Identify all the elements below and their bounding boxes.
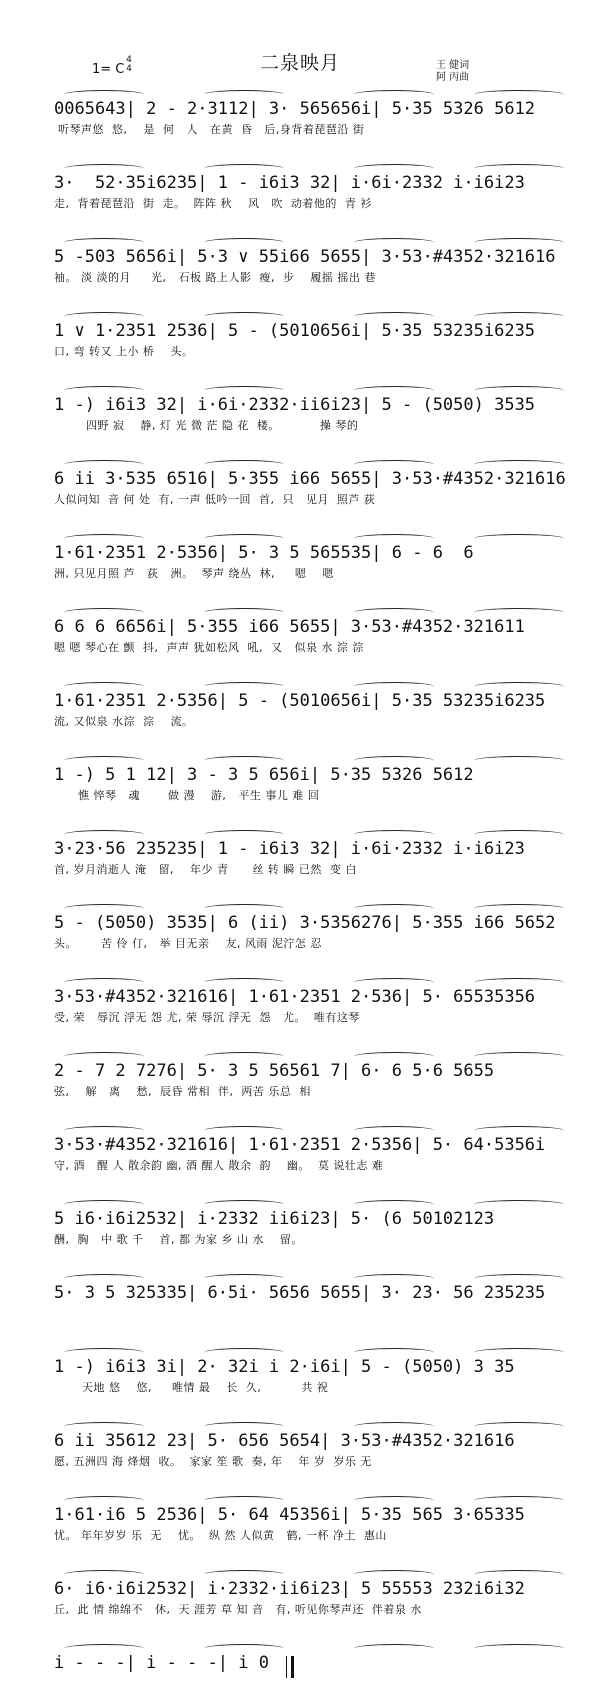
composer-credit: 阿 丙曲 <box>436 72 470 83</box>
lyrics-line: 忧。 年年岁岁 乐 无 忧。 纵 然 人似黄 鹤, 一杯 净土 惠山 <box>54 1529 387 1542</box>
time-signature-top: 4 <box>126 55 132 65</box>
score-row <box>0 448 600 520</box>
lyrics-line: 袖。 淡 淡的月 光, 石板 路上人影 瘦, 步 履摇 摇出 巷 <box>54 271 376 284</box>
lyrics-line: 受, 荣 辱沉 浮无 怨 尤, 荣 辱沉 浮无 怨 尤。 唯有这琴 <box>54 1011 360 1024</box>
lyrics-line: 走, 背着琵琶沿 街 走。 阵阵 秋 风 吹 动着他的 青 衫 <box>54 197 372 210</box>
lyrics-line: 流, 又似泉 水淙 淙 流。 <box>54 715 194 728</box>
lyrics-line: 口, 弯 转又 上小 桥 头。 <box>54 345 194 358</box>
lyrics-line: 天地 悠 悠, 唯情 最 长 久, 共 祝 <box>54 1381 329 1394</box>
notation-line: 1·61·2351 2·5356| 5 - (5010656i| 5·35 53235i6235 <box>54 691 546 711</box>
notation-line: 3·53·#4352·321616| 1·61·2351 2·5356| 5· 64·5356i <box>54 1135 546 1155</box>
time-signature <box>124 56 134 74</box>
score-row <box>0 1040 600 1112</box>
score-row <box>0 1262 600 1334</box>
score-row <box>0 818 600 890</box>
lyrics-line: 洲, 只见月照 芦 荻 洲。 琴声 绕丛 林, 嗯 嗯 <box>54 567 334 580</box>
score-row <box>0 300 600 372</box>
lyricist-credit: 王 健词 <box>436 60 470 71</box>
lyrics-line: 嗯 嗯 琴心在 颤 抖, 声声 犹如松风 吼, 又 似泉 水 淙 淙 <box>54 641 364 654</box>
lyrics-line: 人似问知 音 何 处 有, 一声 低吟一回 首, 只 见月 照芦 荻 <box>54 493 376 506</box>
notation-line: 6 ii 35612 23| 5· 656 5654| 3·53·#4352·321616 <box>54 1431 515 1451</box>
lyrics-line <box>54 1306 574 1322</box>
notation-line: 1 -) i6i3 3i| 2· 32i i 2·i6i| 5 - (5050) 3 35 <box>54 1357 515 1377</box>
notation-line: 3·53·#4352·321616| 1·61·2351 2·536| 5· 65535356 <box>54 987 536 1007</box>
notation-line: 3·23·56 235235| 1 - i6i3 32| i·6i·2332 i·i6i23 <box>54 839 525 859</box>
score-row <box>0 78 600 150</box>
lyrics-line: 听琴声悠 悠, 是 何 人 在黄 昏 后,身背着琵琶沿 街 <box>54 123 365 136</box>
notation-line: 5· 3 5 325335| 6·5i· 5656 5655| 3· 23· 56 235235 <box>54 1283 546 1303</box>
notation-line: 2 - 7 2 7276| 5· 3 5 56561 7| 6· 6 5·6 5655 <box>54 1061 495 1081</box>
notation-line: 1 -) 5 1 12| 3 - 3 5 656i| 5·35 5326 5612 <box>54 765 474 785</box>
notation-line: 6 ii 3·535 6516| 5·355 i66 5655| 3·53·#4352·321616 <box>54 469 566 489</box>
score-row <box>0 1114 600 1186</box>
lyrics-line: 守, 酒 醒 人 散余韵 幽, 酒 醒人 散余 韵 幽。 莫 说壮志 难 <box>54 1159 384 1172</box>
lyrics-line: 四野 寂 静, 灯 光 微 茫 隐 花 楼。 操 琴的 <box>54 419 359 432</box>
notation-line: 5 -503 5656i| 5·3 ∨ 55i66 5655| 3·53·#4352·321616 <box>54 247 556 267</box>
score-row <box>0 1558 600 1630</box>
score-row <box>0 1484 600 1556</box>
lyrics-line: 丘, 此 情 绵绵不 休, 天 涯芳 草 知 音 有, 听见你琴声还 伴着泉 水 <box>54 1603 422 1616</box>
score-row <box>0 522 600 594</box>
lyrics-line: 头。 苦 伶 仃, 举 目无亲 友, 风雨 泥泞怎 忍 <box>54 937 322 950</box>
score-row <box>0 670 600 742</box>
lyrics-line: 憔 悴琴 魂 做 漫 游, 平生 事儿 难 回 <box>54 789 320 802</box>
notation-line: 0065643| 2 - 2·3112| 3· 565656i| 5·35 5326 5612 <box>54 99 536 119</box>
notation-line: 5 - (5050) 3535| 6 (ii) 3·5356276| 5·355 i66 5652 <box>54 913 556 933</box>
notation-line: i - - -| i - - -| i 0 <box>54 1653 269 1673</box>
notation-line: 6 6 6 6656i| 5·355 i66 5655| 3·53·#4352·321611 <box>54 617 525 637</box>
notation-line: 1 ∨ 1·2351 2536| 5 - (5010656i| 5·35 53235i6235 <box>54 321 536 341</box>
score-row <box>0 1632 600 1704</box>
notation-line: 1·61·2351 2·5356| 5· 3 5 565535| 6 - 6 6 <box>54 543 474 563</box>
final-barline <box>286 1656 294 1678</box>
score-row <box>0 152 600 224</box>
score-row <box>0 744 600 816</box>
score-row <box>0 1188 600 1260</box>
score-row <box>0 1410 600 1482</box>
score-row <box>0 374 600 446</box>
time-signature-bottom: 4 <box>126 64 132 74</box>
song-title: 二泉映月 <box>259 52 340 74</box>
score-row <box>0 596 600 668</box>
notation-line: 5 i6·i6i2532| i·2332 ii6i23| 5· (6 50102123 <box>54 1209 495 1229</box>
lyrics-line: 酬, 胸 中 歌 千 首, 都 为家 乡 山 水 留。 <box>54 1233 303 1246</box>
score-row <box>0 226 600 298</box>
notation-line: 1·61·i6 5 2536| 5· 64 45356i| 5·35 565 3·65335 <box>54 1505 525 1525</box>
score-row <box>0 966 600 1038</box>
notation-line: 3· 52·35i6235| 1 - i6i3 32| i·6i·2332 i·i6i23 <box>54 173 525 193</box>
lyrics-line: 首, 岁月消逝人 淹 留, 年少 青 丝 转 瞬 已然 变 白 <box>54 863 357 876</box>
lyrics-line: 愿, 五洲四 海 烽烟 收。 家家 笙 歌 奏, 年 年 岁 岁乐 无 <box>54 1455 372 1468</box>
score-row <box>0 1336 600 1408</box>
score-row <box>0 892 600 964</box>
lyrics-line <box>54 1676 574 1692</box>
notation-line: 6· i6·i6i2532| i·2332·ii6i23| 5 55553 232i6i32 <box>54 1579 525 1599</box>
notation-line: 1 -) i6i3 32| i·6i·2332·ii6i23| 5 - (5050) 3535 <box>54 395 536 415</box>
lyrics-line: 弦, 解 离 愁, 辰昏 常相 伴, 两苦 乐总 相 <box>54 1085 311 1098</box>
key-signature: 1= C <box>92 62 125 77</box>
